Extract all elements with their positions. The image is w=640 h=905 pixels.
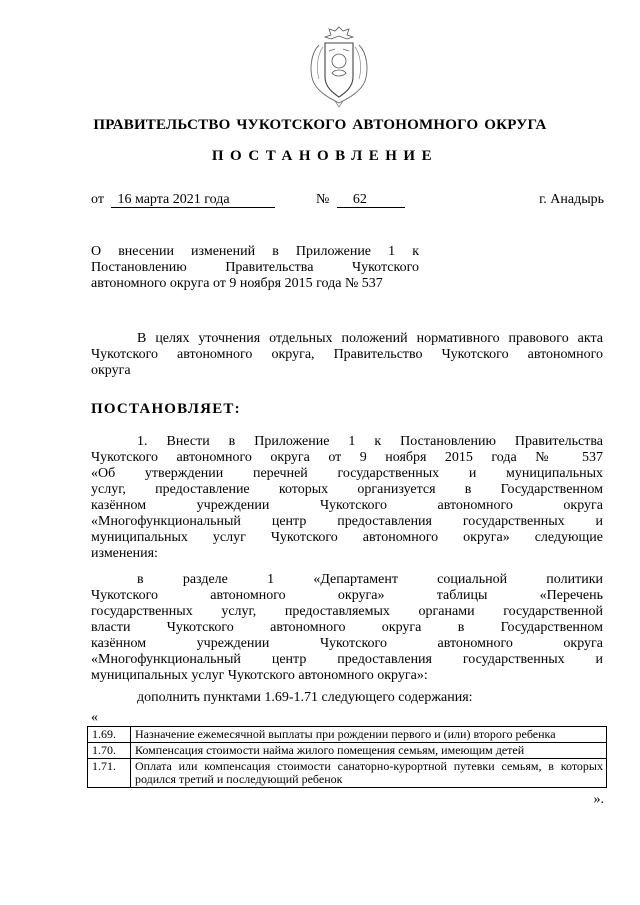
row-number: 1.71. xyxy=(88,759,131,788)
row-number: 1.70. xyxy=(88,743,131,759)
row-text: Назначение ежемесячной выплаты при рождении первого и (или) второго ребенка xyxy=(131,727,607,743)
section-line-1: в разделе 1 «Департамент социальной политики xyxy=(137,572,603,587)
item1-line-8: изменения: xyxy=(91,546,158,561)
section-line-2: Чукотского автономного округа» таблицы «Перечень xyxy=(91,588,603,603)
coat-of-arms-emblem xyxy=(305,25,373,110)
item1-line-3: «Об утверждении перечней государственных и муниципальных xyxy=(91,466,603,481)
table-row xyxy=(88,727,607,743)
date-prefix: от xyxy=(91,192,104,207)
document-date: 16 марта 2021 года xyxy=(111,193,275,208)
section-line-4: власти Чукотского автономного округа в Государственном xyxy=(91,620,603,635)
item1-line-4: услуг, предоставление которых организуется в Государственном xyxy=(91,482,603,497)
section-line-3: государственных услуг, предоставляемых органами государственной xyxy=(91,604,603,619)
preamble-line-3: округа xyxy=(91,363,131,378)
row-text: Оплата или компенсация стоимости санаторно-курортной путевки семьям, в которых родился третий и последующий ребенок xyxy=(131,759,607,788)
number-row xyxy=(316,192,405,208)
date-row xyxy=(91,192,275,208)
item1-line-6: «Многофункциональный центр предоставления государственных и xyxy=(91,514,603,529)
close-quote: ». xyxy=(593,792,604,807)
preamble-line-2: Чукотского автономного округа, Правительство Чукотского автономного xyxy=(91,347,603,362)
section-line-7: муниципальных услуг Чукотского автономного округа»: xyxy=(91,668,428,683)
item1-line-2: Чукотского автономного округа от 9 ноября 2015 года № 537 xyxy=(91,450,603,465)
resolves-heading: ПОСТАНОВЛЯЕТ: xyxy=(91,401,241,417)
open-quote: « xyxy=(91,710,98,725)
table-row xyxy=(88,759,607,788)
subject-line-2: Постановлению Правительства Чукотского xyxy=(91,260,419,275)
item1-line-5: казённом учреждении Чукотского автономного округа xyxy=(91,498,603,513)
city: г. Анадырь xyxy=(539,192,604,207)
supplement-line: дополнить пунктами 1.69-1.71 следующего содержания: xyxy=(137,690,473,705)
table-row xyxy=(88,743,607,759)
organization-title: ПРАВИТЕЛЬСТВО ЧУКОТСКОГО АВТОНОМНОГО ОКРУГА xyxy=(93,117,547,133)
item1-line-7: муниципальных услуг Чукотского автономного округа» следующие xyxy=(91,530,603,545)
services-table xyxy=(87,726,607,788)
document-type-title: ПОСТАНОВЛЕНИЕ xyxy=(211,148,439,164)
subject-line-3: автономного округа от 9 ноября 2015 года № 537 xyxy=(91,276,383,291)
item1-line-1: 1. Внести в Приложение 1 к Постановлению Правительства xyxy=(137,434,603,449)
section-line-5: казённом учреждении Чукотского автономного округа xyxy=(91,636,603,651)
preamble-line-1: В целях уточнения отдельных положений нормативного правового акта xyxy=(137,331,603,346)
row-text: Компенсация стоимости найма жилого помещения семьям, имеющим детей xyxy=(131,743,607,759)
number-sign: № xyxy=(316,192,330,207)
section-line-6: «Многофункциональный центр предоставления государственных и xyxy=(91,652,603,667)
subject-line-1: О внесении изменений в Приложение 1 к xyxy=(91,244,419,259)
row-number: 1.69. xyxy=(88,727,131,743)
document-number: 62 xyxy=(337,193,405,208)
